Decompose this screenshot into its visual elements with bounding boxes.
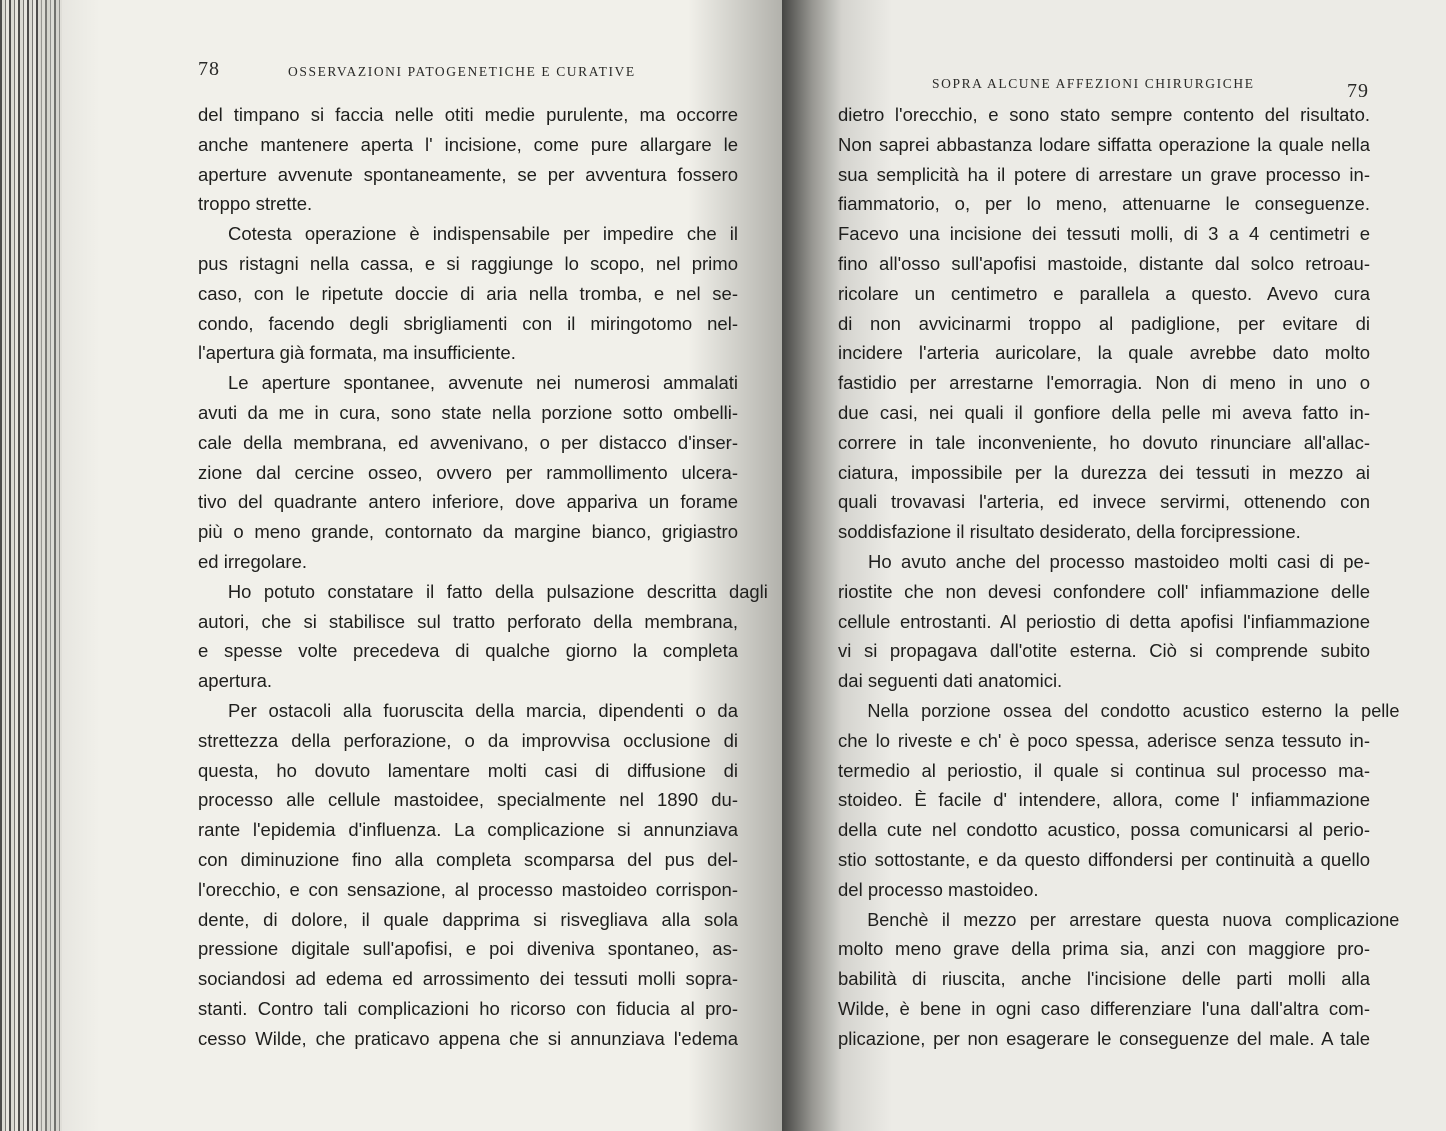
text-line: che lo riveste e ch' è poco spessa, aderisce senza tessuto in-: [838, 729, 1370, 751]
text-line: troppo strette.: [198, 193, 313, 215]
text-line: stio sottostante, e da questo diffondersi per continuità a quello: [838, 848, 1370, 870]
text-line: strettezza della perforazione, o da improvvisa occlusione di: [198, 729, 738, 751]
text-line: stoideo. È facile d' intendere, allora, come l' infiammazione: [838, 789, 1370, 811]
text-line: quali trovavasi l'arteria, ed invece servirmi, ottenendo con: [838, 491, 1370, 513]
text-line: autori, che si stabilisce sul tratto perforato della membrana,: [198, 610, 738, 632]
text-line: della cute nel condotto acustico, possa comunicarsi al perio-: [838, 819, 1370, 841]
text-line: e spesse volte precedeva di qualche giorno la completa: [198, 640, 738, 662]
text-line: Non saprei abbastanza lodare siffatta operazione la quale nella: [838, 133, 1370, 155]
text-line: l'apertura già formata, ma insufficiente.: [198, 342, 516, 364]
text-line: dai seguenti dati anatomici.: [838, 670, 1063, 692]
text-line: fino all'osso sull'apofisi mastoide, distante dal solco retroau-: [838, 252, 1370, 274]
text-line: vi si propagava dall'otite esterna. Ciò si comprende subito: [838, 640, 1370, 662]
text-line: cale della membrana, ed avvenivano, o per distacco d'inser-: [198, 431, 738, 453]
text-line: ciatura, impossibile per la durezza dei tessuti in mezzo ai: [838, 461, 1370, 483]
left-page-number: 78: [198, 58, 220, 80]
text-line: zione dal cercine osseo, ovvero per rammollimento ulcera-: [198, 461, 738, 483]
text-line: l'orecchio, e con sensazione, al processo mastoideo corrispon-: [198, 878, 738, 900]
text-line: riostite che non devesi confondere coll' infiammazione delle: [838, 580, 1370, 602]
text-line: Cotesta operazione è indispensabile per impedire che il: [228, 223, 738, 245]
right-page: [782, 0, 1446, 1131]
text-line: sociandosi ad edema ed arrossimento dei tessuti molli sopra-: [198, 968, 738, 990]
text-line: Le aperture spontanee, avvenute nei numerosi ammalati: [228, 372, 738, 394]
right-running-head: SOPRA ALCUNE AFFEZIONI CHIRURGICHE: [932, 76, 1255, 91]
text-line: molto meno grave della prima sia, anzi con maggiore pro-: [838, 938, 1370, 960]
text-line: correre in tale inconveniente, ho dovuto rinunciare all'allac-: [838, 431, 1370, 453]
right-body-text: [838, 100, 1400, 1054]
text-line: fiammatorio, o, per lo meno, attenuarne le conseguenze.: [838, 193, 1370, 215]
text-line: due casi, nei quali il gonfiore della pelle mi aveva fatto in-: [838, 401, 1370, 423]
text-line: Nella porzione ossea del condotto acustico esterno la pelle: [867, 699, 1400, 721]
text-line: cellule entrostanti. Al periostio di detta apofisi l'infiammazione: [838, 610, 1370, 632]
text-line: processo alle cellule mastoidee, specialmente nel 1890 du-: [198, 789, 738, 811]
text-line: sua semplicità ha il potere di arrestare un grave processo in-: [838, 163, 1370, 185]
text-line: caso, con le ripetute doccie di aria nella tromba, e nel se-: [198, 282, 738, 304]
text-line: questa, ho dovuto lamentare molti casi di diffusione di: [198, 759, 738, 781]
right-page-number: 79: [1347, 80, 1369, 102]
text-line: ed irregolare.: [198, 550, 308, 572]
text-line: plicazione, per non esagerare le conseguenze del male. A tale: [838, 1027, 1370, 1049]
left-body-text: [198, 100, 768, 1054]
text-line: pus ristagni nella cassa, e si raggiunge lo scopo, nel primo: [198, 252, 738, 274]
text-line: termedio al periostio, il quale si continua sul processo ma-: [838, 759, 1370, 781]
text-line: più o meno grande, contornato da margine bianco, grigiastro: [198, 521, 738, 543]
left-running-head: OSSERVAZIONI PATOGENETICHE E CURATIVE: [288, 64, 636, 79]
text-line: incidere l'arteria auricolare, la quale avrebbe dato molto: [838, 342, 1370, 364]
text-line: babilità di riuscita, anche l'incisione delle parti molli alla: [838, 968, 1370, 990]
text-line: del processo mastoideo.: [838, 878, 1039, 900]
text-line: cesso Wilde, che praticavo appena che si annunziava l'edema: [198, 1027, 738, 1049]
text-line: pressione digitale sull'apofisi, e poi diveniva spontaneo, as-: [198, 938, 738, 960]
text-line: dietro l'orecchio, e sono stato sempre contento del risultato.: [838, 104, 1370, 125]
text-line: Ho potuto constatare il fatto della pulsazione descritta dagli: [227, 580, 768, 602]
text-line: rante l'epidemia d'influenza. La complicazione si annunziava: [198, 819, 738, 841]
text-line: fastidio per arrestarne l'emorragia. Non di meno in uno o: [838, 372, 1370, 394]
text-line: stanti. Contro tali complicazioni ho ricorso con fiducia al pro-: [198, 997, 738, 1019]
text-line: soddisfazione il risultato desiderato, della forcipressione.: [838, 521, 1301, 543]
text-line: del timpano si faccia nelle otiti medie purulente, ma occorre: [198, 104, 738, 125]
text-line: avuti da me in cura, sono state nella porzione sotto ombelli-: [198, 401, 738, 423]
text-line: Ho avuto anche del processo mastoideo molti casi di pe-: [868, 550, 1370, 572]
text-line: Per ostacoli alla fuoruscita della marcia, dipendenti o da: [228, 699, 738, 721]
text-line: Benchè il mezzo per arrestare questa nuova complicazione: [867, 908, 1400, 930]
text-line: aperture avvenute spontaneamente, se per avventura fossero: [198, 163, 738, 185]
text-line: Facevo una incisione dei tessuti molli, di 3 a 4 centimetri e: [838, 223, 1370, 245]
text-line: dente, di dolore, il quale dapprima si risvegliava alla sola: [198, 908, 738, 930]
text-line: con diminuzione fino alla completa scomparsa del pus del-: [198, 848, 738, 870]
text-line: di non avvicinarmi troppo al padiglione, per evitare di: [838, 312, 1370, 334]
text-line: apertura.: [198, 670, 273, 692]
text-line: anche mantenere aperta l' incisione, come pure allargare le: [198, 133, 738, 155]
text-line: ricolare un centimetro e parallela a questo. Avevo cura: [838, 282, 1370, 304]
text-line: condo, facendo degli sbrigliamenti con il miringotomo nel-: [198, 312, 738, 334]
text-line: Wilde, è bene in ogni caso differenziare l'una dall'altra com-: [838, 997, 1370, 1019]
text-line: tivo del quadrante antero inferiore, dove appariva un forame: [198, 491, 738, 513]
